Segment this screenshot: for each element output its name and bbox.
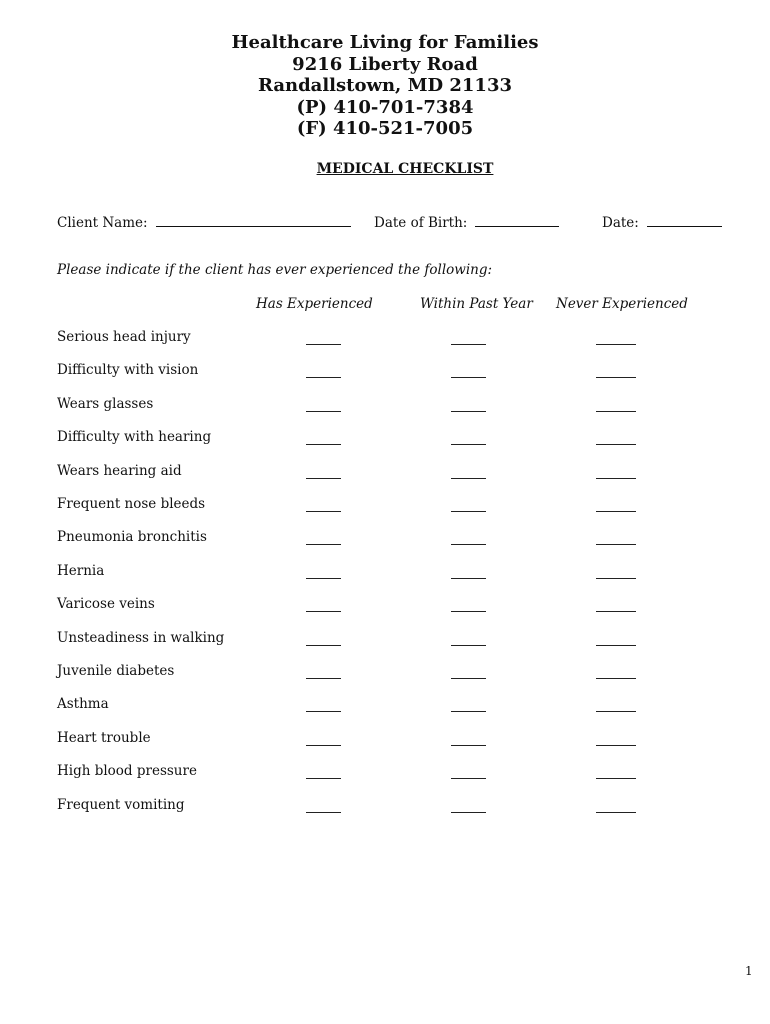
- has-experienced-blank[interactable]: [306, 411, 341, 412]
- within-past-year-blank[interactable]: [451, 444, 486, 445]
- column-header-has-experienced: Has Experienced: [256, 296, 373, 312]
- client-name-line[interactable]: [156, 212, 351, 227]
- within-past-year-blank[interactable]: [451, 578, 486, 579]
- column-header-never-experienced: Never Experienced: [556, 296, 688, 312]
- never-experienced-blank[interactable]: [596, 411, 636, 412]
- date-field[interactable]: [602, 212, 722, 231]
- fax-number: (F) 410-521-7005: [296, 118, 474, 139]
- has-experienced-blank[interactable]: [306, 511, 341, 512]
- column-header-within-past-year: Within Past Year: [420, 296, 533, 312]
- street-address: 9216 Liberty Road: [292, 53, 478, 75]
- organization-name: Healthcare Living for Families: [231, 32, 539, 53]
- checklist-item-label: Varicose veins: [57, 596, 155, 613]
- never-experienced-blank[interactable]: [596, 645, 636, 646]
- checklist-item-label: Asthma: [57, 696, 109, 713]
- within-past-year-blank[interactable]: [451, 511, 486, 512]
- never-experienced-blank[interactable]: [596, 478, 636, 479]
- within-past-year-blank[interactable]: [451, 611, 486, 612]
- date-of-birth-line[interactable]: [475, 212, 559, 227]
- client-name-field[interactable]: [57, 212, 351, 231]
- within-past-year-blank[interactable]: [451, 678, 486, 679]
- never-experienced-blank[interactable]: [596, 812, 636, 813]
- checklist-row: [0, 563, 770, 585]
- checklist-item-label: Difficulty with vision: [57, 362, 199, 379]
- within-past-year-blank[interactable]: [451, 544, 486, 545]
- client-info-row: [0, 212, 770, 234]
- has-experienced-blank[interactable]: [306, 745, 341, 746]
- checklist-row: [0, 596, 770, 618]
- within-past-year-blank[interactable]: [451, 745, 486, 746]
- date-of-birth-field[interactable]: [374, 212, 559, 231]
- within-past-year-blank[interactable]: [451, 411, 486, 412]
- checklist-item-label: Serious head injury: [57, 329, 191, 345]
- date-of-birth-label: Date of Birth:: [374, 215, 468, 231]
- checklist-item-label: High blood pressure: [57, 763, 197, 780]
- never-experienced-blank[interactable]: [596, 778, 636, 779]
- has-experienced-blank[interactable]: [306, 778, 341, 779]
- has-experienced-blank[interactable]: [306, 711, 341, 712]
- checklist-item-label: Frequent vomiting: [57, 796, 185, 813]
- date-label: Date:: [602, 215, 639, 231]
- has-experienced-blank[interactable]: [306, 544, 341, 545]
- checklist-item-label: Juvenile diabetes: [57, 663, 175, 679]
- page-number: 1: [745, 964, 753, 978]
- checklist-item-label: Unsteadiness in walking: [57, 629, 225, 646]
- has-experienced-blank[interactable]: [306, 611, 341, 612]
- checklist-row: [0, 396, 770, 418]
- has-experienced-blank[interactable]: [306, 344, 341, 345]
- checklist-row: [0, 429, 770, 451]
- checklist-item-label: Frequent nose bleeds: [57, 496, 206, 512]
- has-experienced-blank[interactable]: [306, 645, 341, 646]
- has-experienced-blank[interactable]: [306, 444, 341, 445]
- checklist-row: [0, 797, 770, 819]
- has-experienced-blank[interactable]: [306, 377, 341, 378]
- checklist-item-label: Hernia: [57, 562, 105, 579]
- checklist-row: [0, 496, 770, 518]
- checklist-item-label: Difficulty with hearing: [57, 429, 212, 446]
- checklist-row: [0, 463, 770, 485]
- checklist-row: [0, 529, 770, 551]
- never-experienced-blank[interactable]: [596, 511, 636, 512]
- never-experienced-blank[interactable]: [596, 611, 636, 612]
- checklist-row: [0, 362, 770, 384]
- checklist-item-label: Wears hearing aid: [57, 462, 182, 479]
- has-experienced-blank[interactable]: [306, 812, 341, 813]
- within-past-year-blank[interactable]: [451, 711, 486, 712]
- within-past-year-blank[interactable]: [451, 344, 486, 345]
- never-experienced-blank[interactable]: [596, 544, 636, 545]
- has-experienced-blank[interactable]: [306, 478, 341, 479]
- city-state-zip: Randallstown, MD 21133: [257, 75, 513, 96]
- date-line[interactable]: [647, 212, 722, 227]
- never-experienced-blank[interactable]: [596, 578, 636, 579]
- never-experienced-blank[interactable]: [596, 444, 636, 445]
- within-past-year-blank[interactable]: [451, 645, 486, 646]
- checklist-item-label: Heart trouble: [57, 729, 151, 746]
- never-experienced-blank[interactable]: [596, 678, 636, 679]
- instruction-text: Please indicate if the client has ever experienced the following:: [57, 262, 493, 278]
- checklist-row: [0, 696, 770, 718]
- checklist-row: [0, 730, 770, 752]
- within-past-year-blank[interactable]: [451, 377, 486, 378]
- never-experienced-blank[interactable]: [596, 377, 636, 378]
- within-past-year-blank[interactable]: [451, 812, 486, 813]
- client-name-label: Client Name:: [57, 215, 148, 231]
- checklist-row: [0, 663, 770, 685]
- checklist-row: [0, 329, 770, 351]
- document-title: MEDICAL CHECKLIST: [316, 161, 494, 177]
- letterhead: [0, 32, 770, 140]
- checklist-row: [0, 630, 770, 652]
- has-experienced-blank[interactable]: [306, 678, 341, 679]
- never-experienced-blank[interactable]: [596, 711, 636, 712]
- checklist-row: [0, 763, 770, 785]
- phone-number: (P) 410-701-7384: [296, 96, 474, 118]
- never-experienced-blank[interactable]: [596, 745, 636, 746]
- within-past-year-blank[interactable]: [451, 778, 486, 779]
- checklist-item-label: Wears glasses: [57, 395, 154, 412]
- has-experienced-blank[interactable]: [306, 578, 341, 579]
- never-experienced-blank[interactable]: [596, 344, 636, 345]
- checklist-item-label: Pneumonia bronchitis: [57, 529, 207, 546]
- within-past-year-blank[interactable]: [451, 478, 486, 479]
